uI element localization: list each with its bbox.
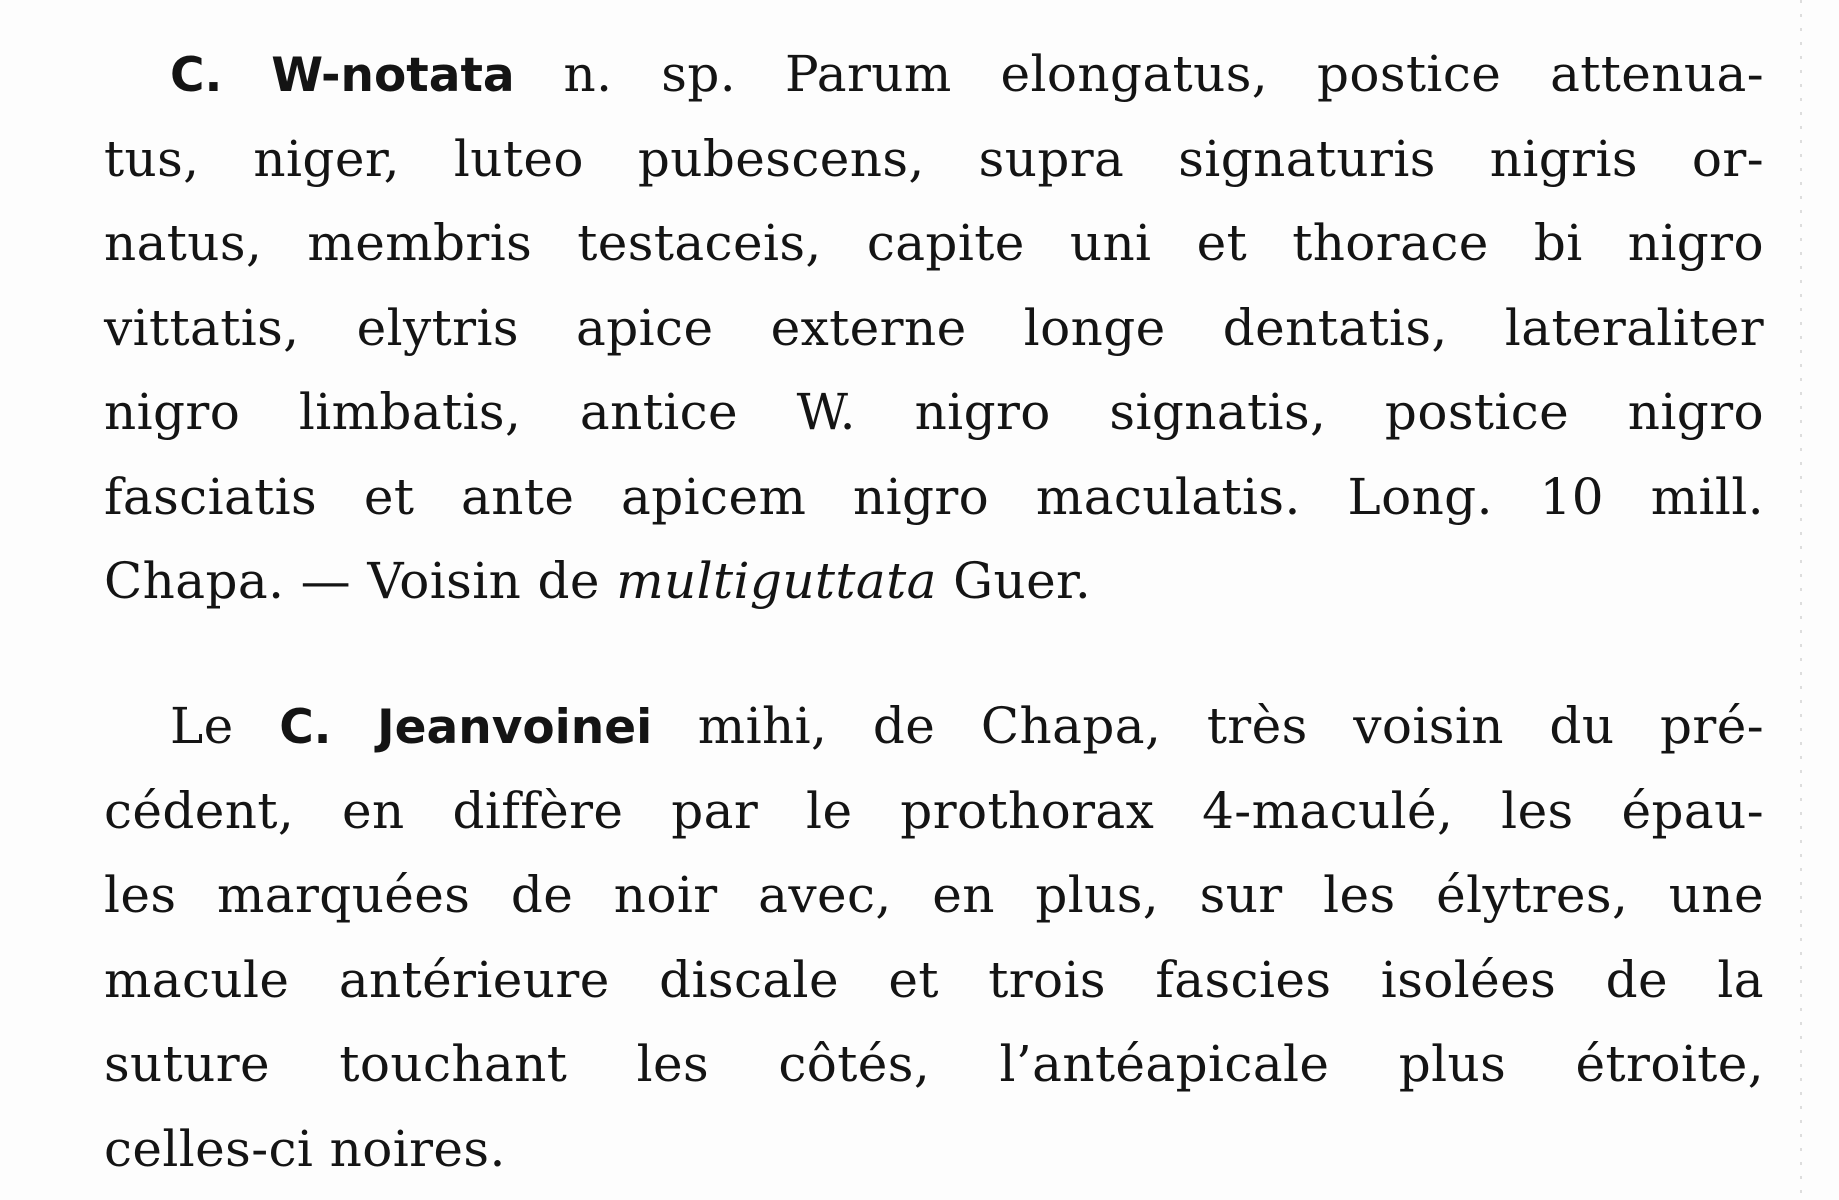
text-line: natus, membris testaceis, capite uni et thorace bi nigro	[104, 214, 1764, 272]
text-line: vittatis, elytris apice externe longe dentatis, lateraliter	[104, 298, 1764, 357]
margin-rule	[1800, 0, 1802, 1200]
text-line: cédent, en diffère par le prothorax 4-maculé, les épau-	[104, 781, 1764, 840]
text-line	[104, 32, 1764, 117]
species-name: C. W-notata	[170, 48, 515, 103]
text-run: Guer.	[936, 552, 1092, 610]
text-run: Chapa. — Voisin de	[104, 552, 617, 610]
text-line: suture touchant les côtés, l’antéapicale plus étroite,	[104, 1035, 1764, 1093]
text-run: n. sp. Parum elongatus, postice attenua-	[514, 45, 1764, 103]
text-line: fasciatis et ante apicem nigro maculatis. Long. 10 mill.	[104, 467, 1764, 526]
text-run: Le	[170, 697, 280, 755]
text-line: les marquées de noir avec, en plus, sur les élytres, une	[104, 866, 1764, 924]
text-line: nigro limbatis, antice W. nigro signatis, postice nigro	[104, 383, 1764, 441]
text-run: mihi, de Chapa, très voisin du pré-	[652, 697, 1765, 755]
species-name: C. Jeanvoinei	[279, 700, 653, 755]
italic-species-reference: multiguttata	[616, 552, 937, 610]
text-line	[104, 539, 1764, 624]
text-line: tus, niger, luteo pubescens, supra signaturis nigris or-	[104, 129, 1764, 188]
paragraph-w-notata	[104, 32, 1764, 624]
paragraph-jeanvoinei	[104, 684, 1764, 1191]
text-line: macule antérieure discale et trois fascies isolées de la	[104, 950, 1764, 1009]
text-line	[104, 684, 1764, 769]
text-line: celles-ci noires.	[104, 1119, 506, 1178]
